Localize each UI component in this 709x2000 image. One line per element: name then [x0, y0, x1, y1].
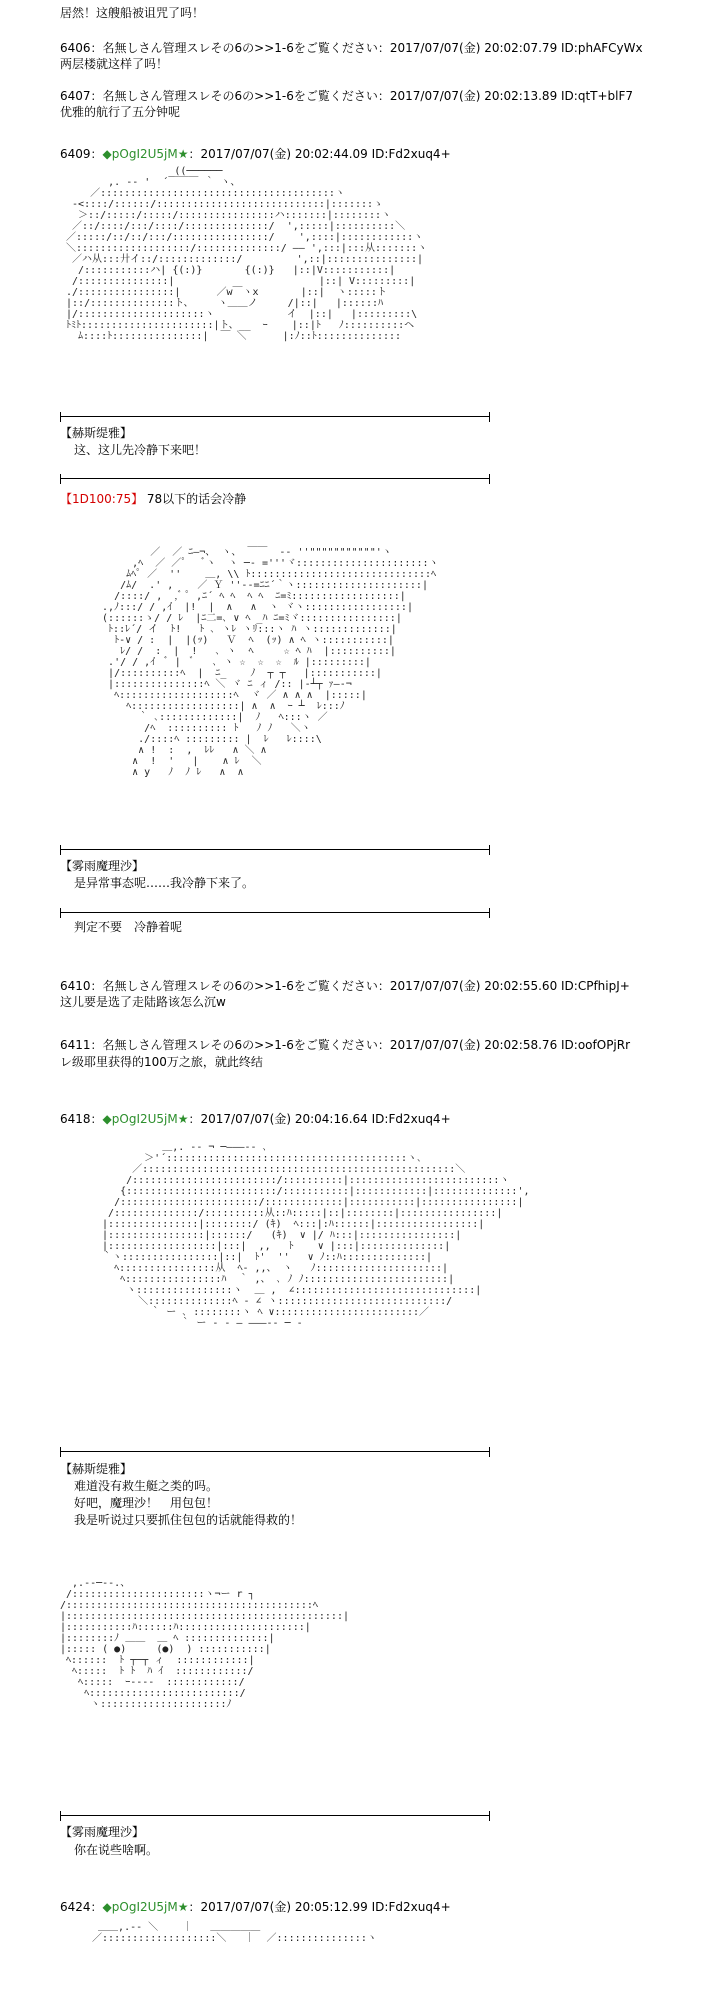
dialogue-line: 难道没有救生艇之类的吗。	[74, 1479, 219, 1493]
ascii-art-marisa-1: ／ ／ ﾆ―¬、 ヽ、 ￣￣ -‐ ''"""""""""""'ヽ ,ﾍ ／ ／ﾟ ﾞヽ ヽ ─‐ ='''ヾ::::::::::::::::::::::ヽ ﾑﾍﾟ ／ '' ＿, \\ ﾄ::::::::::::::::::::::::::::::ﾍ /ﾑ/ .' , ／ Ｙ ''‐-=ﾆﾆ´｀ヽ:::::::::::::::::::::| /::::/ , ,ﾞ ﾟ ,ﾆ´ ﾍ ﾍ ﾍ ﾍ ﾆ=ﾐ::::::::::::::::::| .,ﾉ:::/ / ,ｲ |! | ∧ ∧ ヽ ヾヽ:::::::::::::::::| (::::::ゝ/ / ﾚ |ﾆ二=､ ∨ ﾍ _ﾊ ﾆ=ﾐヾ::::::::::::::::| ﾄ::ﾚ´/ イ ﾄ! ﾄ ､ ヽﾚ ヽﾘ:::ヽ ﾊ ヽ:::::::::::::| ﾄ-∨ / : | |(ｯ) Ｖ ﾍ (ｯ) ∧ ﾍ ヽ:::::::::::| ﾚ/ / : | ! ､ ヽ ﾍ ☆ ﾍ ﾊ |::::::::::| .'/ / ,ｲ ﾞ | ﾞ ､ ヽ ☆ ☆ ☆ ﾙ |:::::::::| |/::::::::::ﾍ | ﾆ_ ﾉ ┬ ┬ |:::::::::::| |:::::::::::::::ﾍ ＼ ヾ ﾆ ィ /:: |‐┴┬ ｧ―‐¬ ﾍ:::::::::::::::::::ﾍ ヾ ／ ∧ ∧ ∧ |:::::| ﾍ::::::::::::::::::| ∧ ∧ ｰ ┴ ﾚ:::ﾉ ｀ ､:::::::::::::| ﾉ ﾍ:::ヽ ／ /ﾍ :::::::::: ﾄ ﾉ ﾉ ＼ヽ ./::::ﾍ ::::::::: | ﾚ ﾚ::::\ ∧ ! : , ﾚﾚ ∧ ＼ ∧ ∧ ! ' | ∧ ﾚ ＼ ∧ y ﾉ ﾉ ﾚ ∧ ∧	[102, 547, 439, 778]
post-6410-header: 6410：名無しさん管理スレその6の>>1-6をご覧ください：2017/07/07(金) 20:02:55.60 ID:CPfhipJ+	[60, 979, 630, 993]
ascii-art-hestia-1: _((────── ,. -‐ ' ´￣￣￣ ｀ ヽ、 ／:::::::::::::::::::::::::::::::::::::::ヽ -<::::/::::::/::::::::::::::::::::::::::::|:::::::ゝ ＞::/:::::/:::::/::::::::::::::::ハ:::::::|::::::::ヽ ／::/::::/:::/::::/::::::::::::::/ ',:::::|::::::::::＼ ／:::::/::/::/:::/::::::::::::::::/ ',::::|::::::::::::ヽ ＼:::::::::::::::::::/::::::::::::::/ ―― ',:::|:::从:::::::ヽ ／ハ从:::廾イ::/:::::::::::::/ ',::|:::::::::::::::| /:::::::::::ハ| {(:)} {(:)} |::|V:::::::::::| /:::::::::::::::| |::| V:::::::::| ./::::::::::::::::| ／w￣ヽx |::| ヽ:::::ト |::/::::::::::::::ト、 ヽ＿＿ノ /|::| |::::::ﾊ |/:::::::::::::::::::::ヽ イ |::| |:::::::::\ ﾄﾐﾄ::::::::::::::::::::::|ト、__ ｰ |::|ﾄ ﾉ::::::::::ヘ ﾑ::::ﾄ:::::::::::::::| ￣ ＼ |:ﾉ::ﾄ::::::::::::::	[66, 166, 428, 342]
separator-4	[60, 912, 490, 913]
post-meta: ：2017/07/07(金) 20:04:16.64 ID:Fd2xuq4+	[188, 1112, 451, 1126]
dialogue-line: 你在说些啥啊。	[74, 1843, 159, 1857]
dialogue-line: 是异常事态呢……我冷静下来了。	[74, 876, 255, 890]
post-6411-body: レ级耶里获得的100万之旅，就此终结	[60, 1055, 263, 1069]
post-6409-header	[60, 145, 451, 162]
post-6418-header	[60, 1110, 451, 1127]
post-6424-header	[60, 1898, 451, 1915]
dialogue-line: 我是听说过只要抓住包包的话就能得救的！	[74, 1513, 303, 1527]
post-6406-header: 6406：名無しさん管理スレその6の>>1-6をご覧ください：2017/07/07(金) 20:02:07.79 ID:phAFCyWx	[60, 41, 643, 55]
separator-6	[60, 1815, 490, 1816]
separator-5	[60, 1451, 490, 1452]
author-trip[interactable]: ◆pOgI2U5jM★	[102, 1900, 189, 1914]
post-6406-body: 两层楼就这样了吗！	[60, 57, 169, 71]
speaker-marisa: 【雾雨魔理沙】	[60, 1825, 145, 1839]
post-6410-body: 这儿要是选了走陆路该怎么沉w	[60, 995, 226, 1009]
post-6411-header: 6411：名無しさん管理スレその6の>>1-6をご覧ください：2017/07/07(金) 20:02:58.76 ID:oofOPjRr	[60, 1038, 631, 1052]
post-meta: ：2017/07/07(金) 20:02:44.09 ID:Fd2xuq4+	[188, 147, 451, 161]
separator-1	[60, 416, 490, 417]
separator-2	[60, 478, 490, 479]
post-number: 6424：	[60, 1900, 103, 1914]
dialogue-line: 这、这儿先冷静下来吧！	[74, 443, 207, 457]
speaker-marisa: 【雾雨魔理沙】	[60, 859, 145, 873]
post-number: 6409：	[60, 147, 103, 161]
ascii-art-marisa-2: ,.-‐─‐-.、 /::::::::::::::::::::::ヽ¬ー r ┐ /:::::::::::::::::::::::::::::::::::::::::ﾍ |::::::::::::::::::::::::::::::::::::::::::::::| |:::::::::::ﾊ::::::ﾊ:::::::::::::::::::::| |::::::::ﾉ ＿＿ ＿ ﾍ ::::::::::::::| |::::: ( ●) (●) ) :::::::::::| ﾍ:::::: ﾄ ┬─┬ ィ ::::::::::::| ﾍ::::: ﾄ ﾄ ﾊ ｲ ::::::::::::/ ﾍ::::: ｰ---‐ ::::::::::::/ ﾍ:::::::::::::::::::::::::/ ヽ:::::::::::::::::::::ﾉ	[60, 1578, 349, 1710]
dice-roll	[60, 490, 246, 507]
speaker-hestia: 【赫斯缇雅】	[60, 1462, 133, 1476]
top-partial-line: 居然！这艘船被诅咒了吗！	[60, 6, 205, 20]
speaker-hestia: 【赫斯缇雅】	[60, 426, 133, 440]
ascii-art-hestia-2: ＿,. -‐ ¬ ─―――‐- ､ ＞'´::::::::::::::::::::::::::::::::::::::::ヽ､ ／::::::::::::::::::::::::::::::::::::::::::::::::::::＼ /::::::::::::::::::::::::/::::::::::|:::::::::::::::::::::::::ヽ {:::::::::::::::::::::::::/:::::::::::|::::::::::::|::::::::::::::', /:::::::::::::::::::::::/:::::::::::::|:::::::::::|::::::::::::::::| /::::::::::::::/::::::::::从::ﾊ:::::|::|::::::::|::::::::::::::::| |:::::::::::::::|::::::::/ (ｷ) ﾍ:::|:ﾊ::::::|:::::::::::::::::| |::::::::::::::::|::::::/ (ｷ) ∨ |/ ﾊ:::|::::::::::::::::| |::::::::::::::::::|:::| ,, ﾄ ∨ |:::|::::::::::::::| ｀ヽ::::::::::::::::|::| ﾄ' '' ∨ ﾉ::ﾊ::::::::::::::| ﾍ::::::::::::::::从 ﾍ‐ ,,、 ヽ ﾉ:::::::::::::::::::::| ﾍ::::::::::::::::ﾊ ｀ ,、 ､ ﾉ ﾉ::::::::::::::::::::::::| ヽ::::::::::::::::ヽ ＿ , ∠::::::::::::::::::::::::::::::| ＼::::::::::::::ﾍ ‐ ∠ ヽ::::::::::::::::::::::::::::/ ｀ ー ､ ::::::::ヽ ﾍ ∨::::::::::::::::::::::::／ ｀ ー ‐ ‐ ― ―――‐- ─ ‐	[102, 1142, 530, 1329]
ascii-art-partial: ＿＿,.-‐ ＼ ｜ ＿＿＿＿＿ ／:::::::::::::::::::＼ ｜ ／:::::::::::::::ヽ	[92, 1922, 377, 1944]
post-6407-header: 6407：名無しさん管理スレその6の>>1-6をご覧ください：2017/07/07(金) 20:02:13.89 ID:qtT+blF7	[60, 89, 634, 103]
post-6407-body: 优雅的航行了五分钟呢	[60, 105, 181, 119]
dice-label: 【1D100:75】	[60, 492, 144, 506]
post-number: 6418：	[60, 1112, 103, 1126]
post-meta: ：2017/07/07(金) 20:05:12.99 ID:Fd2xuq4+	[188, 1900, 451, 1914]
judgement-note: 判定不要 冷静着呢	[74, 920, 183, 934]
dice-text: 78以下的话会冷静	[143, 492, 247, 506]
separator-3	[60, 849, 490, 850]
author-trip[interactable]: ◆pOgI2U5jM★	[102, 1112, 189, 1126]
author-trip[interactable]: ◆pOgI2U5jM★	[102, 147, 189, 161]
dialogue-line: 好吧，魔理沙！ 用包包！	[74, 1496, 219, 1510]
